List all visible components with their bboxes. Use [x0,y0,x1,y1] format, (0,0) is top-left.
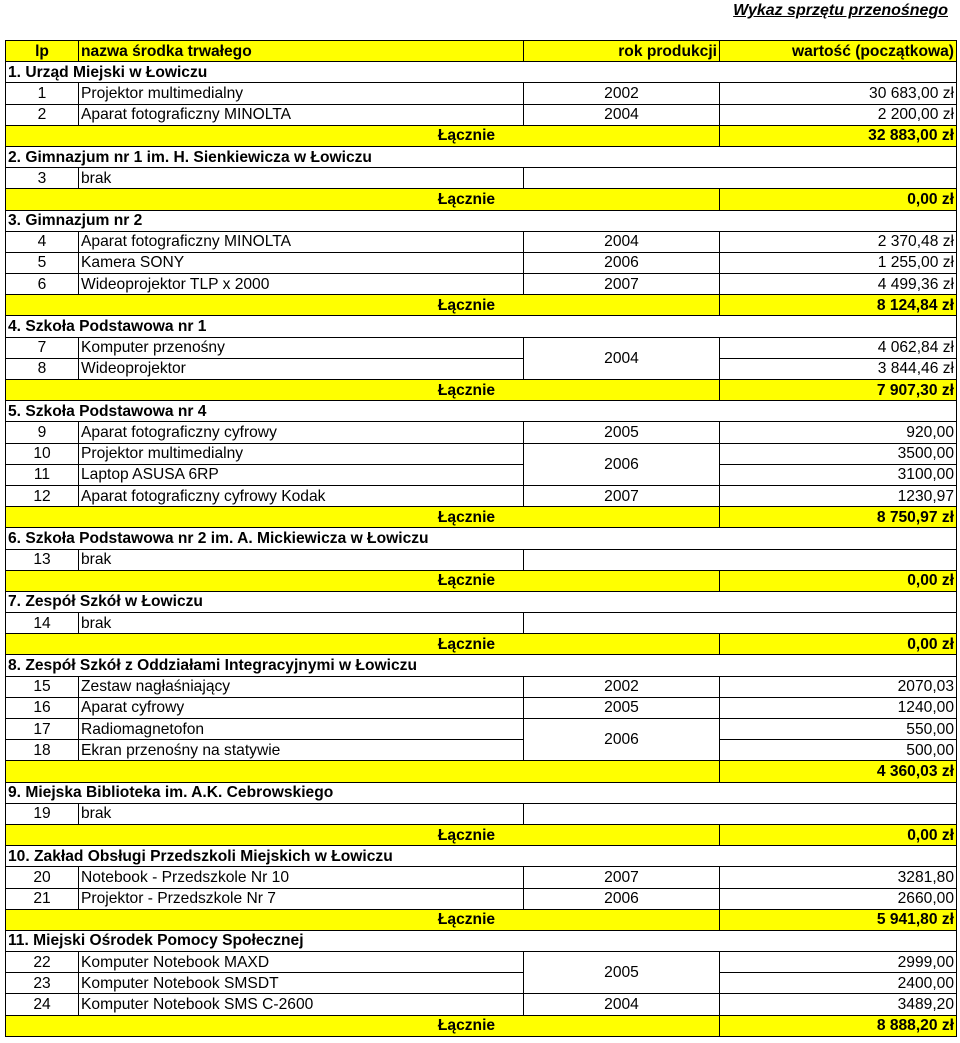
item-lp: 4 [6,231,79,252]
item-lp: 8 [6,358,79,379]
section-header-row [6,62,957,83]
item-name: Komputer przenośny [79,337,524,358]
item-year: 2006 [524,888,720,909]
item-lp: 19 [6,803,79,824]
section-title: 6. Szkoła Podstawowa nr 2 im. A. Mickiewicza w Łowiczu [6,528,957,549]
item-value: 1240,00 [720,697,957,718]
item-name: Laptop ASUSA 6RP [79,464,524,485]
item-name: brak [79,549,524,570]
equipment-table [5,40,957,1037]
total-row [6,1015,957,1036]
table-row [6,485,957,506]
table-row [6,697,957,718]
header-name: nazwa środka trwałego [79,41,524,62]
total-row [6,570,957,591]
section-title: 1. Urząd Miejski w Łowiczu [6,62,957,83]
item-year: 2004 [524,104,720,125]
item-value: 4 499,36 zł [720,274,957,295]
item-value: 4 062,84 zł [720,337,957,358]
total-value: 0,00 zł [720,634,957,655]
item-lp: 14 [6,613,79,634]
total-label: Łącznie [6,634,720,655]
item-name: Kamera SONY [79,252,524,273]
total-row [6,380,957,401]
item-lp: 20 [6,867,79,888]
section-title: 8. Zespół Szkół z Oddziałami Integracyjnymi w Łowiczu [6,655,957,676]
section-title: 2. Gimnazjum nr 1 im. H. Sienkiewicza w Łowiczu [6,146,957,167]
total-label: Łącznie [6,507,720,528]
item-empty [524,803,957,824]
section-title: 11. Miejski Ośrodek Pomocy Społecznej [6,930,957,951]
item-year: 2007 [524,867,720,888]
item-empty [524,613,957,634]
item-lp: 5 [6,252,79,273]
total-row [6,125,957,146]
item-value: 3281,80 [720,867,957,888]
item-name: Aparat fotograficzny MINOLTA [79,104,524,125]
table-row [6,104,957,125]
item-year: 2005 [524,952,720,994]
item-value: 2999,00 [720,952,957,973]
item-lp: 17 [6,719,79,740]
item-lp: 1 [6,83,79,104]
item-year: 2007 [524,274,720,295]
item-name: Projektor - Przedszkole Nr 7 [79,888,524,909]
section-header-row [6,316,957,337]
table-row [6,867,957,888]
total-value: 8 124,84 zł [720,295,957,316]
total-row [6,909,957,930]
item-empty [524,549,957,570]
total-value: 32 883,00 zł [720,125,957,146]
section-header-row [6,930,957,951]
item-lp: 22 [6,952,79,973]
item-year: 2006 [524,719,720,761]
item-year: 2007 [524,485,720,506]
item-name: Wideoprojektor [79,358,524,379]
table-row [6,740,957,761]
total-label: Łącznie [6,1015,720,1036]
total-label: Łącznie [6,909,720,930]
table-row [6,231,957,252]
table-row [6,168,957,189]
section-header-row [6,210,957,231]
table-row [6,888,957,909]
item-lp: 7 [6,337,79,358]
item-lp: 3 [6,168,79,189]
item-year: 2002 [524,83,720,104]
item-year: 2005 [524,697,720,718]
item-value: 2070,03 [720,676,957,697]
total-label-empty [6,761,720,782]
item-year: 2004 [524,994,720,1015]
total-label: Łącznie [6,570,720,591]
table-row [6,358,957,379]
total-row [6,295,957,316]
header-lp: lp [6,41,79,62]
item-value: 2 370,48 zł [720,231,957,252]
total-label: Łącznie [6,125,720,146]
section-header-row [6,146,957,167]
item-value: 3489,20 [720,994,957,1015]
document-title: Wykaz sprzętu przenośnego [733,2,948,19]
item-name: Zestaw nagłaśniający [79,676,524,697]
item-lp: 15 [6,676,79,697]
item-lp: 16 [6,697,79,718]
total-label: Łącznie [6,189,720,210]
item-empty [524,168,957,189]
table-row [6,973,957,994]
total-row [6,507,957,528]
item-value: 2 200,00 zł [720,104,957,125]
total-row [6,189,957,210]
section-title: 4. Szkoła Podstawowa nr 1 [6,316,957,337]
item-lp: 18 [6,740,79,761]
item-name: Projektor multimedialny [79,443,524,464]
item-name: Komputer Notebook MAXD [79,952,524,973]
item-year: 2005 [524,422,720,443]
item-lp: 11 [6,464,79,485]
table-row [6,464,957,485]
item-lp: 9 [6,422,79,443]
item-value: 3 844,46 zł [720,358,957,379]
table-row [6,719,957,740]
table-row [6,803,957,824]
item-value: 2660,00 [720,888,957,909]
item-name: Aparat fotograficzny cyfrowy [79,422,524,443]
total-value: 4 360,03 zł [720,761,957,782]
item-value: 1 255,00 zł [720,252,957,273]
total-value: 8 750,97 zł [720,507,957,528]
table-row [6,274,957,295]
item-value: 2400,00 [720,973,957,994]
section-title: 3. Gimnazjum nr 2 [6,210,957,231]
item-year: 2006 [524,252,720,273]
total-row [6,824,957,845]
item-lp: 23 [6,973,79,994]
section-header-row [6,591,957,612]
table-header-row [6,41,957,62]
item-value: 550,00 [720,719,957,740]
item-value: 3500,00 [720,443,957,464]
item-value: 920,00 [720,422,957,443]
table-row [6,252,957,273]
table-row [6,613,957,634]
item-name: Aparat fotograficzny MINOLTA [79,231,524,252]
item-name: Ekran przenośny na statywie [79,740,524,761]
table-row [6,952,957,973]
item-value: 30 683,00 zł [720,83,957,104]
total-label: Łącznie [6,824,720,845]
section-title: 7. Zespół Szkół w Łowiczu [6,591,957,612]
section-title: 9. Miejska Biblioteka im. A.K. Cebrowskiego [6,782,957,803]
section-title: 10. Zakład Obsługi Przedszkoli Miejskich w Łowiczu [6,846,957,867]
section-header-row [6,655,957,676]
item-lp: 6 [6,274,79,295]
item-name: Radiomagnetofon [79,719,524,740]
table-row [6,83,957,104]
total-value: 0,00 zł [720,189,957,210]
total-value: 0,00 zł [720,824,957,845]
item-value: 1230,97 [720,485,957,506]
item-year: 2004 [524,337,720,379]
item-name: Aparat fotograficzny cyfrowy Kodak [79,485,524,506]
item-lp: 10 [6,443,79,464]
item-name: brak [79,803,524,824]
item-lp: 24 [6,994,79,1015]
item-name: brak [79,168,524,189]
total-label: Łącznie [6,380,720,401]
item-name: Aparat cyfrowy [79,697,524,718]
table-row [6,337,957,358]
item-name: Komputer Notebook SMSDT [79,973,524,994]
item-lp: 12 [6,485,79,506]
section-header-row [6,528,957,549]
table-row [6,443,957,464]
item-value: 500,00 [720,740,957,761]
header-year: rok produkcji [524,41,720,62]
total-row [6,634,957,655]
section-header-row [6,401,957,422]
item-lp: 2 [6,104,79,125]
item-lp: 13 [6,549,79,570]
table-row [6,422,957,443]
total-value: 0,00 zł [720,570,957,591]
total-value: 8 888,20 zł [720,1015,957,1036]
table-row [6,994,957,1015]
section-header-row [6,846,957,867]
section-title: 5. Szkoła Podstawowa nr 4 [6,401,957,422]
header-value: wartość (początkowa) [720,41,957,62]
table-row [6,549,957,570]
section-header-row [6,782,957,803]
total-value: 7 907,30 zł [720,380,957,401]
item-year: 2002 [524,676,720,697]
item-name: Komputer Notebook SMS C-2600 [79,994,524,1015]
item-name: brak [79,613,524,634]
item-value: 3100,00 [720,464,957,485]
item-name: Notebook - Przedszkole Nr 10 [79,867,524,888]
total-row [6,761,957,782]
item-year: 2006 [524,443,720,485]
item-lp: 21 [6,888,79,909]
item-name: Projektor multimedialny [79,83,524,104]
table-row [6,676,957,697]
item-name: Wideoprojektor TLP x 2000 [79,274,524,295]
total-label: Łącznie [6,295,720,316]
total-value: 5 941,80 zł [720,909,957,930]
item-year: 2004 [524,231,720,252]
